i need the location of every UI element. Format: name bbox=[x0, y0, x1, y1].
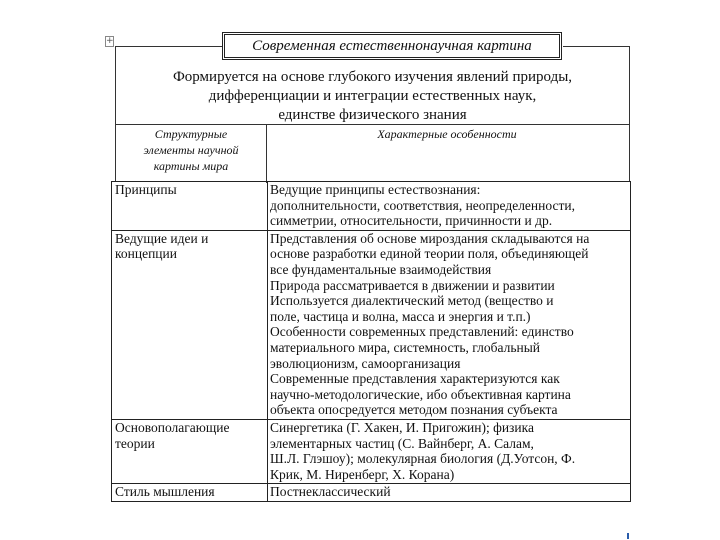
cell-line: Особенности современных представлений: единство bbox=[270, 324, 574, 340]
structural-element-cell bbox=[112, 230, 268, 419]
header-structural-elements bbox=[116, 125, 267, 183]
table-row bbox=[112, 230, 631, 419]
cell-line: Постнеклассический bbox=[270, 484, 391, 500]
cell-line: Представления об основе мироздания складываются на bbox=[270, 230, 590, 246]
structural-element-cell bbox=[112, 419, 268, 483]
cell-line: основе разработки единой теории поля, объединяющей bbox=[270, 246, 589, 262]
features-cell bbox=[268, 230, 631, 419]
header-line: элементы научной bbox=[143, 143, 239, 157]
cell-line: Ведущие идеи и bbox=[115, 230, 209, 246]
cell-line: Синергетика (Г. Хакен, И. Пригожин); физика bbox=[270, 419, 534, 435]
features-cell bbox=[268, 182, 631, 231]
cell-line: Используется диалектический метод (вещество и bbox=[270, 293, 554, 309]
intro-line: Формируется на основе глубокого изучения явлений природы, bbox=[172, 69, 573, 85]
table-row bbox=[112, 484, 631, 502]
intro-line: дифференциации и интеграции естественных наук, bbox=[208, 88, 537, 104]
cell-line: научно-методологические, ибо объективная картина bbox=[270, 386, 571, 402]
cell-line: объекта опосредуется методом познания субъекта bbox=[270, 402, 558, 418]
features-cell bbox=[268, 484, 631, 502]
header-characteristics: Характерные особенности bbox=[377, 127, 517, 141]
top-border-left bbox=[116, 46, 223, 47]
structural-element-cell bbox=[112, 484, 268, 502]
cell-line: Стиль мышления bbox=[115, 484, 215, 500]
page-title bbox=[222, 32, 562, 60]
paragraph-anchor-icon: + bbox=[106, 36, 114, 46]
cell-line: Крик, М. Ниренберг, Х. Корана) bbox=[270, 466, 455, 482]
cell-line: концепции bbox=[115, 246, 177, 262]
header-line: картины мира bbox=[153, 159, 229, 173]
cell-line: Ш.Л. Глэшоу); молекулярная биология (Д.Уотсон, Ф. bbox=[270, 451, 576, 467]
cell-line: Принципы bbox=[115, 182, 177, 197]
structural-element-cell bbox=[112, 182, 268, 231]
table-row bbox=[112, 419, 631, 483]
cell-line: теории bbox=[115, 435, 155, 451]
header-row bbox=[116, 124, 629, 182]
features-cell bbox=[268, 419, 631, 483]
features-table bbox=[111, 181, 631, 502]
intro-text bbox=[116, 68, 629, 125]
title-text: Современная естественнонаучная картина bbox=[252, 38, 532, 54]
table-row bbox=[112, 182, 631, 231]
cell-line: симметрии, относительности, причинности и др. bbox=[270, 213, 553, 229]
cell-line: Природа рассматривается в движении и развитии bbox=[270, 277, 555, 293]
cell-line: материального мира, системность, глобальный bbox=[270, 339, 541, 355]
cell-line: дополнительности, соответствия, неопределенности, bbox=[270, 197, 575, 213]
top-border-right bbox=[563, 46, 629, 47]
cell-line: эволюционизм, самоорганизация bbox=[270, 355, 461, 371]
header-line: Структурные bbox=[154, 127, 228, 141]
scroll-marker bbox=[627, 533, 629, 539]
cell-line: Ведущие принципы естествознания: bbox=[270, 182, 481, 197]
cell-line: все фундаментальные взаимодействия bbox=[270, 261, 492, 277]
cell-line: Основополагающие bbox=[115, 419, 230, 435]
intro-line: единстве физического знания bbox=[278, 107, 467, 123]
cell-line: Современные представления характеризуются как bbox=[270, 371, 560, 387]
cell-line: элементарных частиц (С. Вайнберг, А. Салам, bbox=[270, 435, 534, 451]
intro-table bbox=[115, 46, 630, 182]
cell-line: поле, частица и волна, масса и энергия и т.п.) bbox=[270, 308, 531, 324]
